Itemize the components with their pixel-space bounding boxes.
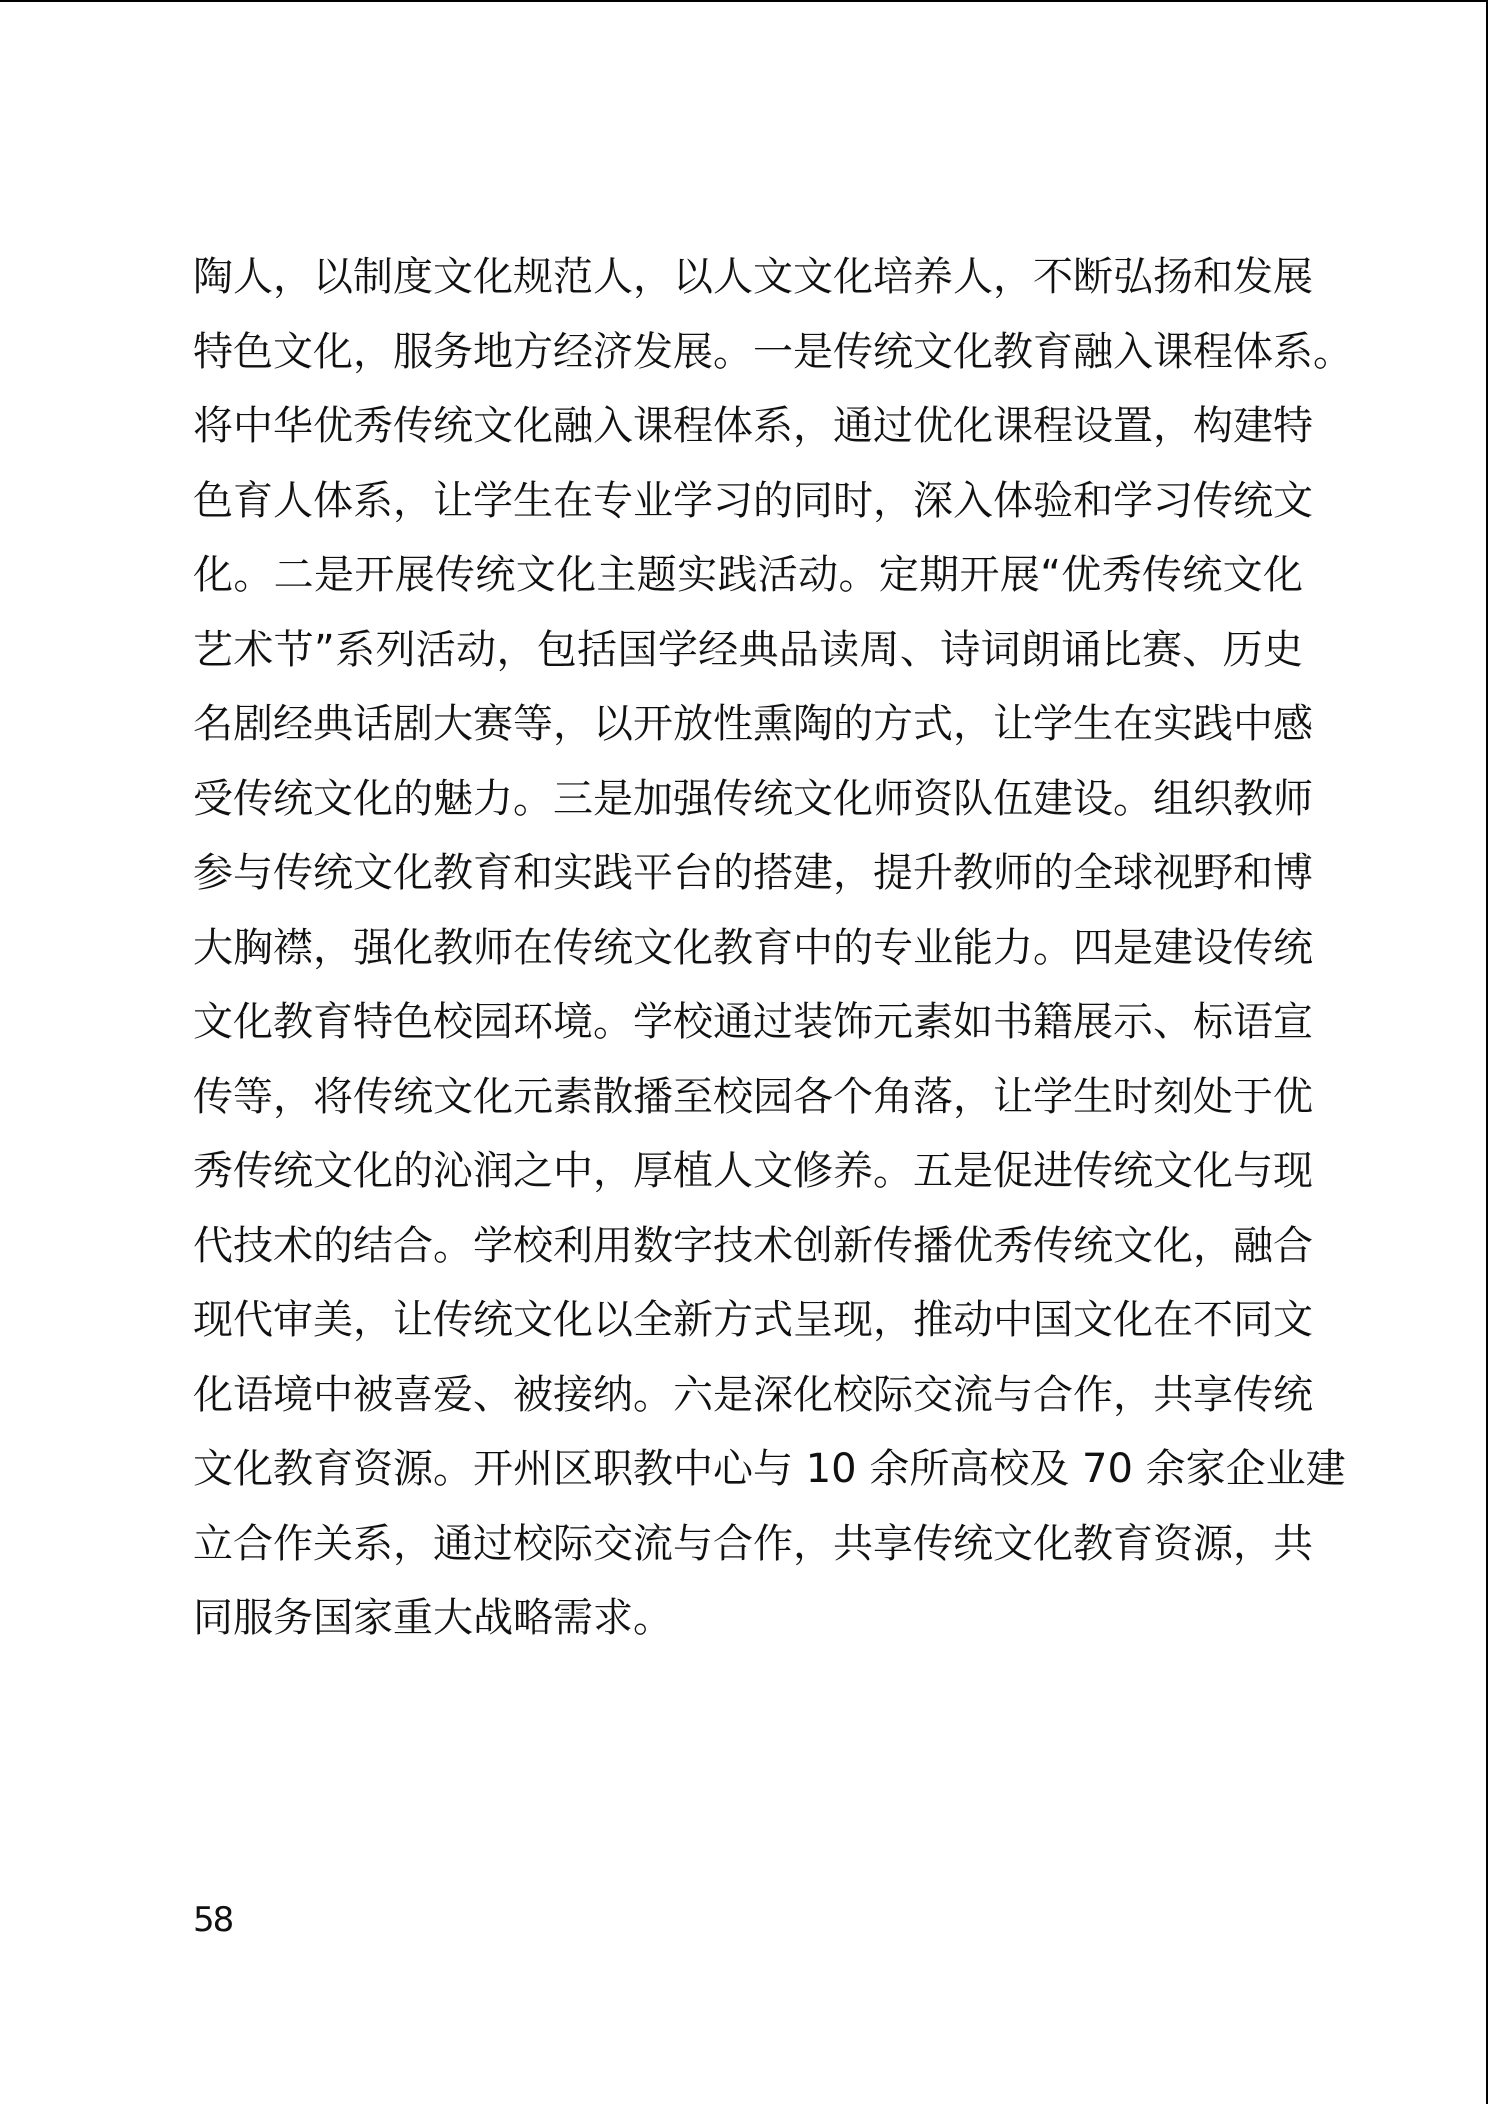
text-line: 陶人，以制度文化规范人，以人文文化培养人，不断弘扬和发展 <box>193 254 1313 300</box>
text-line: 同服务国家重大战略需求。 <box>193 1595 673 1641</box>
text-line: 大胸襟，强化教师在传统文化教育中的专业能力。四是建设传统 <box>193 924 1313 971</box>
text-line: 化。二是开展传统文化主题实践活动。定期开展“优秀传统文化 <box>193 552 1303 598</box>
text-line: 特色文化，服务地方经济发展。一是传统文化教育融入课程体系。 <box>193 328 1353 375</box>
text-line: 参与传统文化教育和实践平台的搭建，提升教师的全球视野和博 <box>193 850 1313 896</box>
text-line: 代技术的结合。学校利用数字技术创新传播优秀传统文化，融合 <box>193 1222 1313 1269</box>
text-line: 化语境中被喜爱、被接纳。六是深化校际交流与合作，共享传统 <box>193 1371 1313 1418</box>
body-text <box>193 240 1353 1656</box>
text-line: 艺术节”系列活动，包括国学经典品读周、诗词朗诵比赛、历史 <box>193 626 1303 673</box>
text-line: 色育人体系，让学生在专业学习的同时，深入体验和学习传统文 <box>193 477 1313 524</box>
text-line: 文化教育资源。开州区职教中心与 10 余所高校及 70 余家企业建 <box>193 1446 1346 1492</box>
text-line: 文化教育特色校园环境。学校通过装饰元素如书籍展示、标语宣 <box>193 999 1313 1045</box>
text-line: 立合作关系，通过校际交流与合作，共享传统文化教育资源，共 <box>193 1520 1313 1567</box>
page-top-border <box>0 0 1488 2</box>
text-line: 秀传统文化的沁润之中，厚植人文修养。五是促进传统文化与现 <box>193 1148 1313 1194</box>
text-line: 受传统文化的魅力。三是加强传统文化师资队伍建设。组织教师 <box>193 775 1313 822</box>
text-line: 将中华优秀传统文化融入课程体系，通过优化课程设置，构建特 <box>193 403 1313 449</box>
text-line: 名剧经典话剧大赛等，以开放性熏陶的方式，让学生在实践中感 <box>193 701 1313 747</box>
page-number: 58 <box>193 1900 233 1940</box>
text-line: 传等，将传统文化元素散播至校园各个角落，让学生时刻处于优 <box>193 1073 1313 1120</box>
text-line: 现代审美，让传统文化以全新方式呈现，推动中国文化在不同文 <box>193 1297 1313 1343</box>
